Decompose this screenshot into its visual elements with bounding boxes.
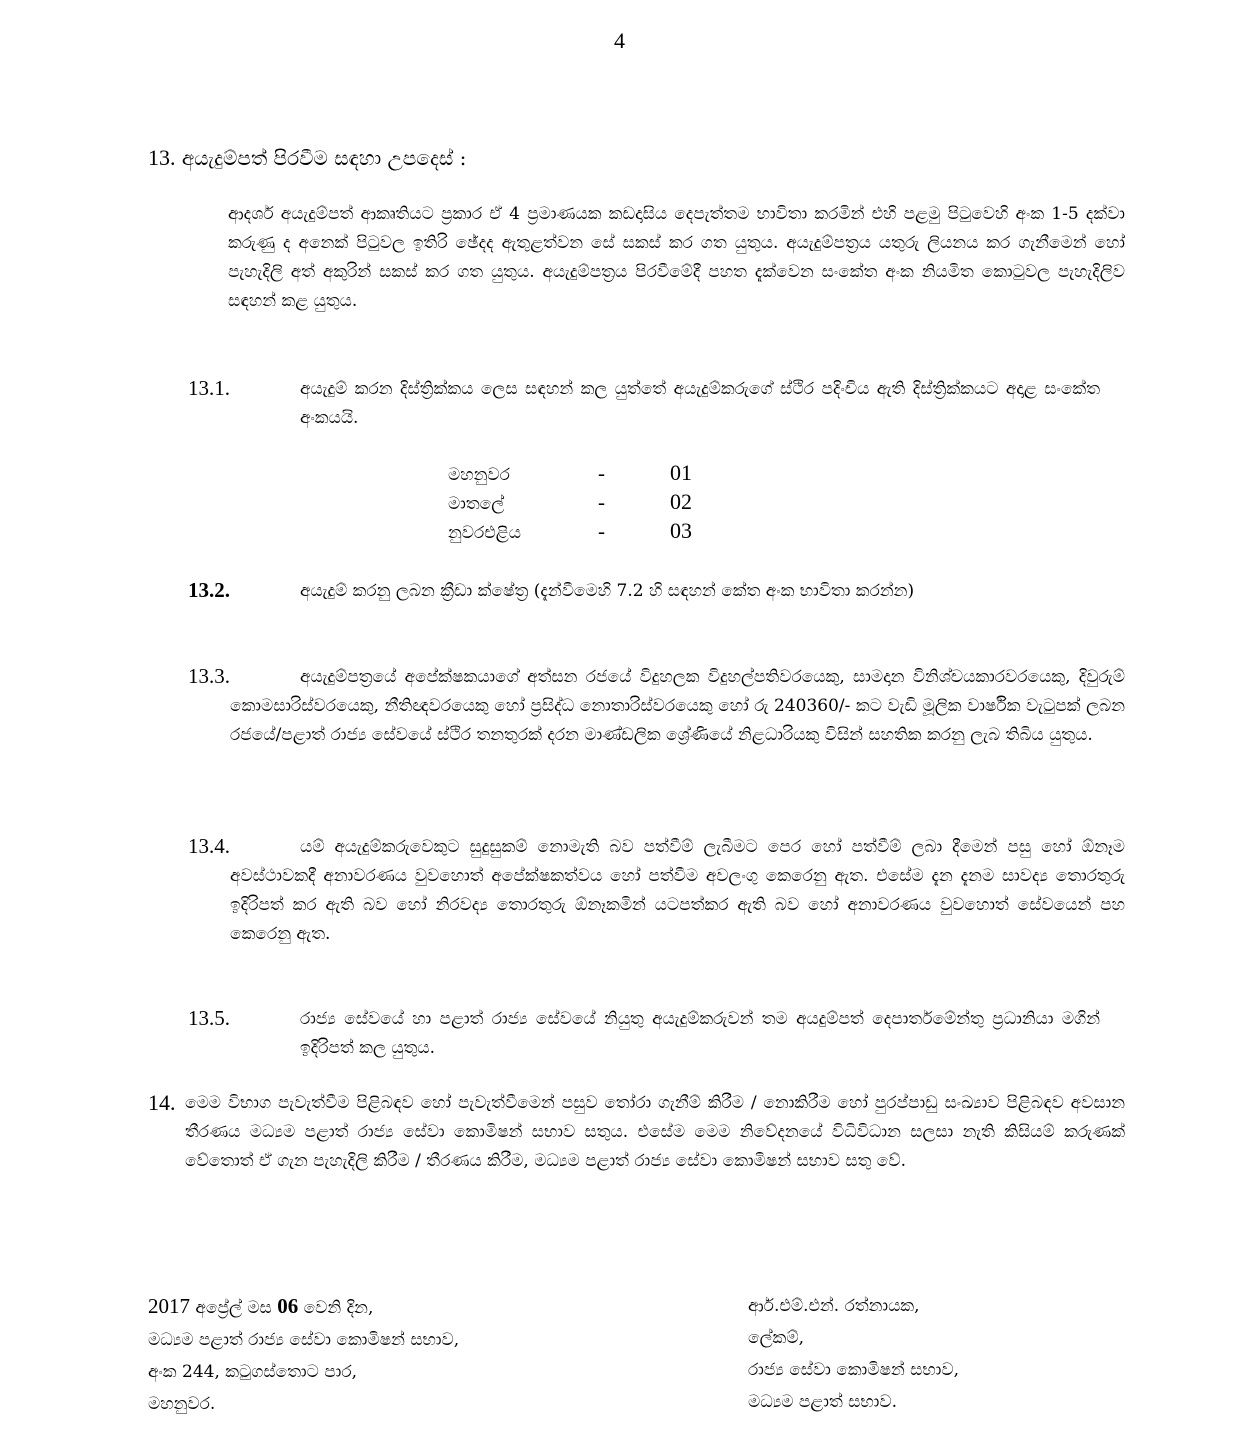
footer-date-month: අප්‍රේල් මස [195, 1298, 272, 1318]
district-dash: - [598, 461, 605, 485]
district-code: 03 [670, 518, 692, 543]
district-name: නුවරඑළිය [448, 523, 521, 543]
footer-issuer-address: අංක 244, කටුගස්තොට පාර, [148, 1362, 358, 1382]
section-13-2-text: අයැදුම් කරනු ලබන ක්‍රීඩා ක්ෂේත්‍ර (දැන්වීමෙහි 7.2 හි සඳහන් කේත අංක භාවිතා කරන්න) [300, 581, 915, 601]
section-13-1-number: 13.1. [188, 376, 230, 400]
district-name: මහනුවර [448, 465, 510, 485]
footer-issuer-name: මධ්‍යම පළාත් රාජ්‍ය සේවා කොමිෂන් සභාව, [148, 1330, 460, 1350]
footer-signatory-org: රාජ්‍ය සේවා කොමිෂන් සභාව, [748, 1360, 959, 1380]
section-13-heading [148, 145, 466, 171]
section-13-3-text: අයැදුම්පත්‍රයේ අපේක්ෂකයාගේ අත්සන රජයේ විදුහලක විදුහල්පතිවරයෙකු, සාමදාන විනිශ්චයකාරවරයෙකු, දිවුරුම් කොමසාරිස්වරයෙකු, නීතිඥවරයෙකු හෝ ප්‍රසිද්ධ නොතාරිස්වරයෙකු හෝ රු 240360/- කට වැඩි මූලික වාර්ෂික වැටුපක් ලබන රජයේ/පළාත් රාජ්‍ය සේවයේ ස්ථිර තනතුරක් දරන මාණ්ඩලික ශ්‍රේණියේ නිළධාරියකු විසින් සහතික කරනු ලැබ තිබිය යුතුය. [230, 667, 1125, 745]
footer-issuer-city: මහනුවර. [148, 1394, 216, 1414]
footer-date-day: 06 [277, 1294, 299, 1318]
section-13-2-number: 13.2. [188, 578, 230, 602]
footer-date [148, 1290, 459, 1324]
district-dash: - [598, 519, 605, 543]
page-number: 4 [614, 28, 625, 53]
section-14-text: මෙම විභාග පැවැත්වීම පිළිබඳව හෝ පැවැත්වීමෙන් පසුව තෝරා ගැනීම් කිරීම / නොකිරීම හෝ පුරප්පාඩු සංඛ්‍යාව පිළිබඳව අවසාන තීරණය මධ්‍යම පළාත් රාජ්‍ය සේවා කොමිෂන් සභාව සතුය. එසේම මෙම නිවේදනයේ විධිවිධාන සලසා නැති කිසියම් කරුණක් වේතොත් ඒ ගැන පැහැදිලි කිරීම / තීරණය කිරීම, මධ්‍යම පළාත් රාජ්‍ය සේවා කොමිෂන් සභාව සතු වේ. [185, 1093, 1125, 1171]
district-dash: - [598, 490, 605, 514]
district-row [448, 518, 768, 544]
footer-date-suffix: වෙනි දින, [303, 1298, 374, 1318]
section-13-title: අයැදුම්පත් පිරවීම සඳහා උපදෙස් : [181, 146, 467, 170]
section-13-4-text: යම් අයැදුම්කරුවෙකුට සුදුසුකම් නොමැති බව පත්වීම් ලැබීමට පෙර හෝ පත්වීම් ලබා දීමෙන් පසු හෝ ඕනෑම අවස්ථාවකදී අනාවරණය වුවහොත් අපේක්ෂකත්වය හෝ පත්වීම අවලංගු කෙරෙනු ඇත. එසේම දැන දැනම සාවද්‍ය තොරතුරු ඉදිරිපත් කර ඇති බව හෝ නිරවද්‍ය තොරතුරු ඕනෑකමින් යටපත්කර ඇති බව හෝ අනාවරණය වුවහොත් සේවයෙන් පහ කෙරෙනු ඇත. [230, 837, 1125, 944]
section-13-intro: ආදර්ශ අයැදුම්පත් ආකෘතියට ප්‍රකාර ඒ 4 ප්‍රමාණයක කඩදාසිය දෙපැත්තම භාවිතා කරමින් එහි පළමු පිටුවෙහි අංක 1-5 දක්වා කරුණු ද අනෙක් පිටුවල ඉතිරි ඡේදද ඇතුළත්වන සේ සකස් කර ගත යුතුය. අයැදුම්පත්‍රය යතුරු ලියනය කර ගැනීමෙන් හෝ පැහැදිලි අත් අකුරින් සකස් කර ගත යුතුය. අයැදුම්පත්‍රය පිරවීමේදී පහත දැක්වෙන සංකේත අංක නියමිත කොටුවල පැහැදිලිව සඳහන් කළ යුතුය. [228, 204, 1125, 311]
district-code: 02 [670, 489, 692, 514]
district-row [448, 489, 768, 515]
section-13-4-number: 13.4. [188, 834, 230, 858]
footer-issuer-block [148, 1290, 459, 1420]
district-row [448, 460, 768, 486]
footer-signatory-name: ආර්.එම්.එන්. රත්නායක, [748, 1296, 920, 1316]
section-13-number: 13. [148, 145, 176, 170]
section-13-5-number: 13.5. [188, 1006, 230, 1030]
district-name: මාතලේ [448, 494, 505, 514]
section-13-3-number: 13.3. [188, 664, 230, 688]
section-13-5-text: රාජ්‍ය සේවයේ හා පළාත් රාජ්‍ය සේවයේ නියුතු අයැදුම්කරුවන් තම අයදුම්පත් දෙපාර්තමේන්තු ප්‍රධානියා මගින් ඉදිරිපත් කල යුතුය. [300, 1009, 1100, 1058]
footer-signatory-block [748, 1290, 959, 1418]
district-code: 01 [670, 460, 692, 485]
footer-signatory-title: ලේකම්, [748, 1328, 804, 1348]
footer-date-year: 2017 [148, 1294, 190, 1318]
section-14-number: 14. [148, 1090, 176, 1115]
footer-signatory-council: මධ්‍යම පළාත් සභාව. [748, 1392, 897, 1412]
section-13-1-text: අයැදුම් කරන දිස්ත්‍රික්කය ලෙස සඳහන් කල යුත්තේ අයැදුම්කරුගේ ස්ථිර පදිංචිය ඇති දිස්ත්‍රික්කයට අදාළ සංකේත අංකයයි. [300, 379, 1100, 428]
